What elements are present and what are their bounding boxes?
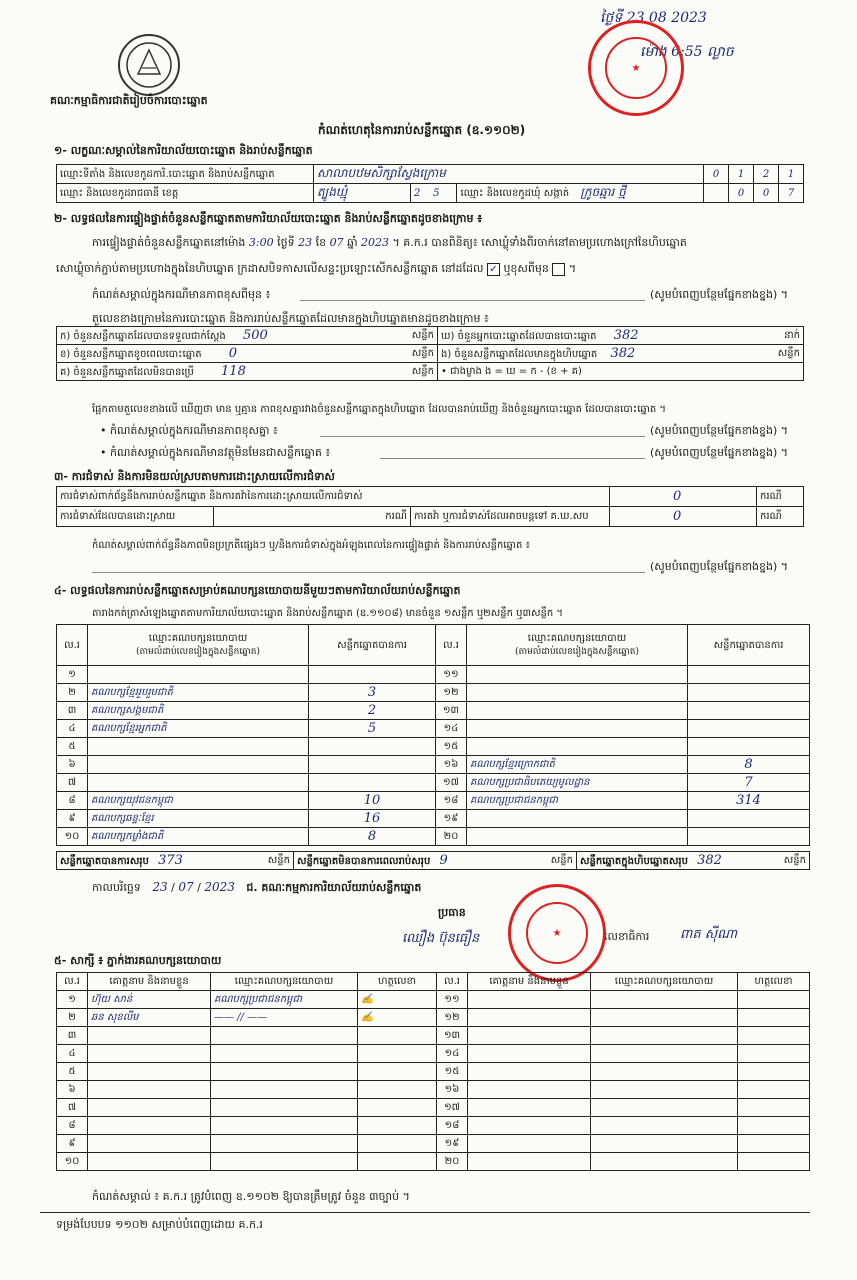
table-row xyxy=(57,1117,810,1135)
result-row xyxy=(57,327,438,345)
row-number: ៧ xyxy=(57,774,88,792)
party-votes xyxy=(688,738,810,756)
total-valid xyxy=(57,852,294,870)
row-number: ៦ xyxy=(57,1081,88,1099)
total-box-value: 382 xyxy=(697,852,722,868)
col-name-header: គោត្តនាម និងនាមខ្លួន xyxy=(88,973,211,991)
party-header-text: ឈ្មោះគណបក្សនយោបាយ xyxy=(148,633,248,644)
commune-code-digit: 7 xyxy=(779,184,804,203)
office-code-digit: 2 xyxy=(754,165,779,184)
table-row xyxy=(57,1135,810,1153)
party-name xyxy=(467,684,688,702)
org-name: គណៈកម្មាធិការជាតិរៀបចំការបោះឆ្នោត xyxy=(50,94,208,107)
party-name: គណបក្សខ្មែរអ្នកជាតិ xyxy=(88,720,309,738)
party-votes xyxy=(688,684,810,702)
date-day: 23 xyxy=(152,880,168,894)
verify-year: 2023 xyxy=(361,236,390,249)
witness-name xyxy=(88,1027,211,1045)
province-code xyxy=(411,184,457,203)
results-intro: តួលេខខាងក្រោមនៃការបោះឆ្នោត និងការរាប់សន្លឹកឆ្នោតដែលមានក្នុងហិបឆ្នោតមានដូចខាងក្រោម ៖ xyxy=(92,312,489,325)
verify-day: 23 xyxy=(298,236,313,249)
witness-signature xyxy=(738,1063,810,1081)
result-label: ខ) ចំនួនសន្លឹកឆ្នោតខូចពេលបោះឆ្នោត xyxy=(60,348,202,360)
checkbox-same[interactable]: ✓ xyxy=(487,263,500,276)
col-votes-header: សន្លឹកឆ្នោតបានការ xyxy=(688,625,810,666)
commune-code-blank xyxy=(704,184,729,203)
party-votes: 7 xyxy=(688,774,810,792)
witness-name xyxy=(88,1099,211,1117)
party-votes xyxy=(309,666,436,684)
date-label: កាលបរិច្ឆេទ xyxy=(92,881,141,894)
row-number: ២ xyxy=(57,1009,88,1027)
results-table xyxy=(56,326,804,381)
seal-text: សោឃ្លុំចាក់ភ្ជាប់តាមប្រហោងក្នុងនៃហិបឆ្នោត ក្រដាសបិទកាសលើសន្ទះប្រឡោះសើកសន្លឹកឆ្នោត នៅដដែល xyxy=(56,262,484,275)
chair-label: ប្រធាន xyxy=(438,906,466,919)
form-reference: ទម្រង់បែបបទ ១១០២ សម្រាប់បំពេញដោយ គ.ក.រ xyxy=(56,1218,263,1231)
chair-signature: ឈឿង ប៊ុនធឿន xyxy=(402,931,480,946)
official-stamp-top: ★ xyxy=(588,20,684,116)
witness-name xyxy=(468,1009,591,1027)
commune-code-digit: 0 xyxy=(729,184,754,203)
party-header-text: ឈ្មោះគណបក្សនយោបាយ xyxy=(527,633,627,644)
resolved-label: ការជំទាស់ដែលបានដោះស្រាយ xyxy=(57,507,214,527)
witness-party xyxy=(591,1153,738,1171)
bullet-foreign-object: • កំណត់សម្គាល់ក្នុងករណីមានវត្ថុមិនមែនជាសន្លឹកឆ្នោត ៖ xyxy=(100,446,331,459)
table-row xyxy=(57,774,810,792)
party-header-sub: (តាមលំដាប់លេខរៀងក្នុងសន្លឹកឆ្នោត) xyxy=(136,647,260,657)
office-code-digit: 1 xyxy=(779,165,804,184)
section2-title: ២- លទ្ធផលនៃការផ្ទៀងផ្ទាត់ចំនួនសន្លឹកឆ្នោតតាមការិយាល័យបោះឆ្នោត និងរាប់សន្លឹកឆ្នោតដូចខាងក្រោម ៖ xyxy=(54,212,483,225)
witness-signature xyxy=(738,1027,810,1045)
witness-signature xyxy=(738,1153,810,1171)
col-party-header: ឈ្មោះគណបក្សនយោបាយ xyxy=(211,973,358,991)
appeal-count xyxy=(610,507,757,527)
total-valid-value: 373 xyxy=(158,852,183,868)
irregularity-note: កំណត់សម្គាល់ពាក់ព័ន្ធនឹងភាពមិនប្រក្រតីផ្សេងៗ ឬ/និងការជំទាស់ក្នុងអំឡុងពេលនៃការផ្ទៀងផ្ទាត់ និងការរាប់សន្លឹកឆ្នោត ៖ xyxy=(92,540,530,551)
party-votes xyxy=(688,810,810,828)
province-label: ឈ្មោះ និងលេខកូដរាជធានី ខេត្ត xyxy=(57,184,314,203)
witness-signature xyxy=(738,991,810,1009)
witness-signature xyxy=(358,1153,437,1171)
witness-party xyxy=(591,991,738,1009)
table-row xyxy=(57,702,810,720)
party-name xyxy=(88,738,309,756)
table-row xyxy=(57,738,810,756)
party-name: គណបក្សសង្គមជាតិ xyxy=(88,702,309,720)
row-number: ៤ xyxy=(57,1045,88,1063)
secretary-label: លេខាធិការ xyxy=(604,930,650,943)
party-name xyxy=(467,738,688,756)
result-row xyxy=(438,345,804,363)
party-name xyxy=(467,720,688,738)
row-number: ១៥ xyxy=(437,1063,468,1081)
footer-note: កំណត់សម្គាល់ ៖ គ.ក.រ ត្រូវបំពេញ ឧ.១១០២ ឱ្យបានត្រឹមត្រូវ ចំនួន ៣ច្បាប់ ។ xyxy=(92,1190,410,1203)
result-label: ឃ) ចំនួនអ្នកបោះឆ្នោតដែលបានបោះឆ្នោត xyxy=(441,330,597,342)
witness-party xyxy=(591,1117,738,1135)
party-name xyxy=(88,666,309,684)
row-number: ១៨ xyxy=(436,792,467,810)
witness-name xyxy=(88,1081,211,1099)
witness-party xyxy=(211,1027,358,1045)
commune-code-digit: 0 xyxy=(754,184,779,203)
col-no-header: ល.រ xyxy=(57,973,88,991)
witness-party xyxy=(211,1081,358,1099)
appeal-value: 0 xyxy=(673,509,682,524)
total-valid-label: សន្លឹកឆ្នោតបានការសរុប xyxy=(60,855,149,867)
date-month: 07 xyxy=(178,880,194,894)
section5-title: ៥- សាក្សី ៖ ភ្នាក់ងារគណបក្សនយោបាយ xyxy=(54,954,222,967)
row-number: ១៦ xyxy=(437,1081,468,1099)
checkbox-different[interactable] xyxy=(552,263,565,276)
col-sign-header: ហត្ថលេខា xyxy=(738,973,810,991)
result-unit: សន្លឹក xyxy=(411,365,434,377)
row-number: ៨ xyxy=(57,1117,88,1135)
witness-party xyxy=(591,1045,738,1063)
resolved-count xyxy=(214,507,411,527)
party-votes xyxy=(688,702,810,720)
witness-name: ហ៊ុយ សាន់ xyxy=(88,991,211,1009)
row-number: ១៤ xyxy=(436,720,467,738)
party-votes: 16 xyxy=(309,810,436,828)
witness-party xyxy=(591,1099,738,1117)
result-unit: សន្លឹក xyxy=(411,347,434,359)
province-code-digit: 5 xyxy=(433,187,440,199)
witness-signature xyxy=(738,1117,810,1135)
table-row xyxy=(57,1099,810,1117)
witness-signature xyxy=(738,1135,810,1153)
witness-party xyxy=(211,1099,358,1117)
row-number: ១៦ xyxy=(436,756,467,774)
party-name xyxy=(467,702,688,720)
verify-text: ថ្ងៃទី xyxy=(277,236,295,249)
verify-text: ខែ xyxy=(315,236,327,249)
bullet-difference: • កំណត់សម្គាល់ក្នុងករណីមានភាពខុសគ្នា ៖ xyxy=(100,424,278,437)
unit: សន្លឹក xyxy=(267,854,290,866)
unit: សន្លឹក xyxy=(550,854,573,866)
witness-party xyxy=(591,1063,738,1081)
party-votes: 3 xyxy=(309,684,436,702)
row-number: ៣ xyxy=(57,702,88,720)
row-number: ១៥ xyxy=(436,738,467,756)
row-number: ៧ xyxy=(57,1099,88,1117)
received-ballots-value: 500 xyxy=(242,327,268,343)
party-name: គណបក្សឆន្ទៈខ្មែរ xyxy=(88,810,309,828)
total-invalid-value: 9 xyxy=(439,852,448,868)
party-votes xyxy=(688,828,810,846)
commune-cell xyxy=(457,184,704,203)
table-row xyxy=(57,991,810,1009)
difference-note-label: កំណត់សម្គាល់ក្នុងករណីមានភាពខុសពីមុន ៖ xyxy=(92,288,271,301)
table-row xyxy=(57,792,810,810)
date-year: 2023 xyxy=(204,880,235,894)
party-votes xyxy=(309,738,436,756)
document-title: កំណត់ហេតុនៃការរាប់សន្លឹកឆ្នោត (ឧ.១១០២) xyxy=(318,123,526,137)
row-number: ២០ xyxy=(436,828,467,846)
row-number: ១០ xyxy=(57,828,88,846)
witness-party xyxy=(591,1009,738,1027)
total-invalid xyxy=(294,852,577,870)
col-no-header: ល.រ xyxy=(436,625,467,666)
witness-name xyxy=(88,1063,211,1081)
col-sign-header: ហត្ថលេខា xyxy=(358,973,437,991)
spoiled-ballots-value: 0 xyxy=(228,345,238,361)
party-votes xyxy=(309,756,436,774)
row-number: ១១ xyxy=(437,991,468,1009)
col-party-header xyxy=(467,625,688,666)
witness-signature xyxy=(358,1063,437,1081)
row-number: ១ xyxy=(57,666,88,684)
row-number: ១៧ xyxy=(437,1099,468,1117)
row-number: ២០ xyxy=(437,1153,468,1171)
witness-party xyxy=(211,1063,358,1081)
witness-name xyxy=(468,1081,591,1099)
table-row xyxy=(57,1027,810,1045)
office-code-digit: 0 xyxy=(704,165,729,184)
row-number: ៥ xyxy=(57,1063,88,1081)
section3-title: ៣- ការជំទាស់ និងការមិនយល់ស្របតាមការដោះស្រាយលើការជំទាស់ xyxy=(54,470,335,483)
ballots-in-box-value: 382 xyxy=(610,345,636,361)
row-number: ១៩ xyxy=(437,1135,468,1153)
row-number: ១៣ xyxy=(436,702,467,720)
verify-time: 3:00 xyxy=(248,236,274,249)
witness-signature xyxy=(358,1027,437,1045)
office-label: ឈ្មោះទីតាំង និងលេខកូដការិ.បោះឆ្នោត និងរាប់សន្លឹកឆ្នោត xyxy=(57,165,314,184)
different-label: ឬខុសពីមុន xyxy=(503,262,549,275)
witness-name xyxy=(468,1027,591,1045)
row-number: ១៧ xyxy=(436,774,467,792)
section4-title: ៤- លទ្ធផលនៃការរាប់សន្លឹកឆ្នោតសម្រាប់គណបក្សនយោបាយនីមួយៗតាមការិយាល័យរាប់សន្លឹកឆ្នោត xyxy=(54,584,461,597)
row-number: ៥ xyxy=(57,738,88,756)
party-name xyxy=(467,666,688,684)
witness-party: —— // —— xyxy=(211,1009,358,1027)
verification-line xyxy=(92,236,687,252)
row-number: ១៩ xyxy=(436,810,467,828)
party-name xyxy=(88,774,309,792)
party-votes: 8 xyxy=(688,756,810,774)
tally-intro: តារាងកត់ត្រាសំឡេងឆ្នោតតាមការិយាល័យបោះឆ្នោត និងរាប់សន្លឹកឆ្នោត (ឧ.១១០៨) មានចំនួន ១សន្លឹក ឬ២សន្លឹក ឬ៣សន្លឹក ។ xyxy=(92,608,564,619)
section1-table xyxy=(56,164,804,203)
row-number: ១៤ xyxy=(437,1045,468,1063)
witness-party xyxy=(211,1045,358,1063)
signing-date: កាលបរិច្ឆេទ 23 / 07 / 2023 ជ. គណៈកម្មការការិយាល័យរាប់សន្លឹកឆ្នោត xyxy=(92,880,422,894)
col-votes-header: សន្លឹកឆ្នោតបានការ xyxy=(309,625,436,666)
secretary-signature: ពាត ស៊ីណា xyxy=(680,927,738,942)
party-votes xyxy=(309,774,436,792)
row-number: ១៨ xyxy=(437,1117,468,1135)
bullet-foreign-hint: (សូមបំពេញបន្ថែមផ្នែកខាងខ្នង) ។ xyxy=(650,446,789,459)
witness-name xyxy=(468,1099,591,1117)
row-number: ៦ xyxy=(57,756,88,774)
party-name: គណបក្សប្រជាធិបតេយ្យមូលដ្ឋាន xyxy=(467,774,688,792)
total-box-label: សន្លឹកឆ្នោតក្នុងហិបឆ្នោតសរុប xyxy=(580,855,688,867)
result-unit: សន្លឹក xyxy=(411,329,434,341)
witness-name xyxy=(468,991,591,1009)
party-votes xyxy=(688,720,810,738)
objections-table xyxy=(56,486,804,527)
witness-name xyxy=(468,1063,591,1081)
witness-party xyxy=(211,1117,358,1135)
province-code-digit: 2 xyxy=(414,187,421,199)
official-stamp-bottom: ★ xyxy=(508,884,606,982)
witness-party xyxy=(211,1135,358,1153)
witness-name xyxy=(88,1153,211,1171)
total-in-box xyxy=(577,852,810,870)
row-number: ១២ xyxy=(436,684,467,702)
witness-signature: ✍ xyxy=(358,991,437,1009)
row-number: ៤ xyxy=(57,720,88,738)
table-row xyxy=(57,756,810,774)
committee-label: ជ. គណៈកម្មការការិយាល័យរាប់សន្លឹកឆ្នោត xyxy=(246,881,422,894)
party-votes: 10 xyxy=(309,792,436,810)
verify-text: ឆ្នាំ xyxy=(347,236,358,249)
handwritten-date: ថ្ងៃទី 23 08 2023 xyxy=(600,10,707,26)
totals-table xyxy=(56,851,810,870)
col-no-header: ល.រ xyxy=(57,625,88,666)
party-votes: 2 xyxy=(309,702,436,720)
result-row xyxy=(57,363,438,381)
col-name-header: គោត្តនាម និងនាមខ្លួន xyxy=(468,973,591,991)
witness-name: ឆន សុខលីម xyxy=(88,1009,211,1027)
irregularity-hint: (សូមបំពេញបន្ថែមផ្នែកខាងខ្នង) ។ xyxy=(650,560,789,573)
witness-party xyxy=(591,1081,738,1099)
comparison-line: ផ្អែកតាមតួលេខខាងលើ ឃើញថា មាន ឬគ្មាន ភាពខុសគ្នារវាងចំនួនសន្លឹកឆ្នោតក្នុងហិបឆ្នោត ដែលបានរាប់ឃើញ និងចំនួនអ្នកបោះឆ្នោត ដែលបានបោះឆ្នោត ។ xyxy=(92,404,667,415)
commune-value: ក្រូចឆ្មារ ថ្មី xyxy=(580,185,626,199)
result-row xyxy=(438,363,804,381)
row-number: ៣ xyxy=(57,1027,88,1045)
objection-unit: ករណី xyxy=(757,487,804,507)
witness-name xyxy=(468,1117,591,1135)
table-row xyxy=(57,1045,810,1063)
witness-signature xyxy=(738,1045,810,1063)
province-value: ត្បូងឃ្មុំ xyxy=(314,184,411,203)
row-number: ១១ xyxy=(436,666,467,684)
party-name xyxy=(88,756,309,774)
office-code-digit: 1 xyxy=(729,165,754,184)
result-label: គ) ចំនួនសន្លឹកឆ្នោតដែលមិនបានប្រើ xyxy=(60,366,194,378)
verify-month: 07 xyxy=(329,236,344,249)
objection-count xyxy=(610,487,757,507)
verify-text: ការផ្ទៀងផ្ទាត់ចំនួនសន្លឹកឆ្នោតនៅម៉ោង xyxy=(92,236,246,249)
row-number: ១៣ xyxy=(437,1027,468,1045)
witness-table xyxy=(56,972,810,1171)
party-votes xyxy=(688,666,810,684)
objection-label: ការជំទាស់ពាក់ព័ន្ធនឹងការរាប់សន្លឹកឆ្នោត និងការតវ៉ានៃការដោះស្រាយលើការជំទាស់ xyxy=(60,491,363,502)
unit: សន្លឹក xyxy=(783,854,806,866)
row-number: ១ xyxy=(57,991,88,1009)
witness-signature: ✍ xyxy=(358,1009,437,1027)
witness-party xyxy=(591,1027,738,1045)
table-row xyxy=(57,1153,810,1171)
party-votes: 314 xyxy=(688,792,810,810)
office-value: សាលាបឋមសិក្សាស្វែងក្រោម xyxy=(314,165,704,184)
party-header-sub: (តាមលំដាប់លេខរៀងក្នុងសន្លឹកឆ្នោត) xyxy=(515,647,639,657)
appeal-unit: ករណី xyxy=(757,507,804,527)
result-row xyxy=(57,345,438,363)
party-votes: 5 xyxy=(309,720,436,738)
table-row xyxy=(57,1081,810,1099)
table-row xyxy=(57,1009,810,1027)
handwritten-time: ម៉ោង 6:55 ល្ងាច xyxy=(640,44,734,60)
party-results-table xyxy=(56,624,810,846)
witness-signature xyxy=(738,1009,810,1027)
party-name xyxy=(467,810,688,828)
objection-row xyxy=(57,487,610,507)
bullet-difference-hint: (សូមបំពេញបន្ថែមផ្នែកខាងខ្នង) ។ xyxy=(650,424,789,437)
col-party-header xyxy=(88,625,309,666)
result-label: ង) ចំនួនសន្លឹកឆ្នោតដែលមានក្នុងហិបឆ្នោត xyxy=(441,348,598,360)
objection-value: 0 xyxy=(673,489,682,504)
commune-label: ឈ្មោះ និងលេខកូដឃុំ សង្កាត់ xyxy=(460,188,570,199)
witness-name xyxy=(468,1153,591,1171)
section1-title: ១- លក្ខណៈសម្គាល់នៃការិយាល័យបោះឆ្នោត និងរាប់សន្លឹកឆ្នោត xyxy=(54,144,313,157)
table-row xyxy=(57,720,810,738)
witness-signature xyxy=(358,1135,437,1153)
witness-party xyxy=(211,1153,358,1171)
witness-signature xyxy=(358,1081,437,1099)
party-name: គណបក្សកម្លាំងជាតិ xyxy=(88,828,309,846)
col-no-header: ល.រ xyxy=(437,973,468,991)
result-row xyxy=(438,327,804,345)
voters-value: 382 xyxy=(613,327,639,343)
witness-signature xyxy=(738,1081,810,1099)
col-party-header: ឈ្មោះគណបក្សនយោបាយ xyxy=(591,973,738,991)
verify-text: ។ គ.ក.រ បានពិនិត្យ៖ សោឃ្លុំទាំងពីរចាក់នៅតាមប្រហោងក្រៅនៃហិបឆ្នោត xyxy=(392,236,687,249)
witness-name xyxy=(468,1045,591,1063)
nec-emblem-logo xyxy=(118,34,180,96)
witness-signature xyxy=(358,1117,437,1135)
table-row xyxy=(57,666,810,684)
table-row xyxy=(57,684,810,702)
party-votes: 8 xyxy=(309,828,436,846)
witness-name xyxy=(88,1117,211,1135)
total-invalid-label: សន្លឹកឆ្នោតមិនបានការពេលរាប់សរុប xyxy=(297,855,431,867)
row-number: ១២ xyxy=(437,1009,468,1027)
tally-sheet-line xyxy=(92,606,563,621)
appeal-label: ការតវ៉ា ឬការជំទាស់ដែលអាចបន្តទៅ គ.ឃ.សប xyxy=(411,507,610,527)
result-unit: សន្លឹក xyxy=(777,347,800,359)
witness-party: គណបក្សប្រជាជនកម្ពុជា xyxy=(211,991,358,1009)
witness-party xyxy=(591,1135,738,1153)
result-unit: នាក់ xyxy=(784,329,800,341)
row-number: ១០ xyxy=(57,1153,88,1171)
result-label: ក) ចំនួនសន្លឹកឆ្នោតដែលបានទទួលជាក់ស្តែង xyxy=(60,330,226,342)
seal-check-line: សោឃ្លុំចាក់ភ្ជាប់តាមប្រហោងក្នុងនៃហិបឆ្នោត ក្រដាសបិទកាសលើសន្ទះប្រឡោះសើកសន្លឹកឆ្នោត នៅដដែល ✓ ឬខុសពីមុន ។ xyxy=(56,262,577,275)
party-name: គណបក្សខ្មែររួបរួមជាតិ xyxy=(88,684,309,702)
party-name: គណបក្សខ្មែរក្រោកជាតិ xyxy=(467,756,688,774)
witness-name xyxy=(88,1135,211,1153)
resolved-unit: ករណី xyxy=(385,511,407,522)
table-row xyxy=(57,810,810,828)
difference-note-hint: (សូមបំពេញបន្ថែមផ្នែកខាងខ្នង) ។ xyxy=(650,288,789,301)
row-number: ២ xyxy=(57,684,88,702)
witness-name xyxy=(88,1045,211,1063)
row-number: ៩ xyxy=(57,810,88,828)
row-number: ៨ xyxy=(57,792,88,810)
party-name: គណបក្សប្រជាជនកម្ពុជា xyxy=(467,792,688,810)
party-name xyxy=(467,828,688,846)
party-name: គណបក្សយុវជនកម្ពុជា xyxy=(88,792,309,810)
row-number: ៩ xyxy=(57,1135,88,1153)
table-row xyxy=(57,1063,810,1081)
table-row xyxy=(57,828,810,846)
witness-signature xyxy=(738,1099,810,1117)
witness-signature xyxy=(358,1099,437,1117)
witness-name xyxy=(468,1135,591,1153)
witness-signature xyxy=(358,1045,437,1063)
formula-text: • ជាងម្ខាង ង = ឃ = ក - (ខ + គ) xyxy=(441,366,582,377)
unused-ballots-value: 118 xyxy=(221,363,246,379)
